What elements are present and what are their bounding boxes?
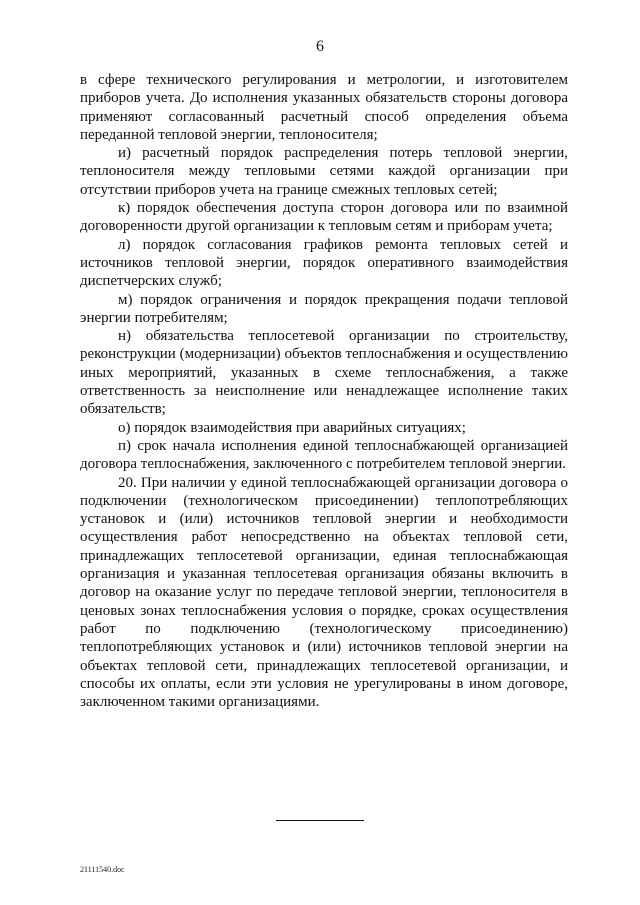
paragraph-item-i: и) расчетный порядок распределения потерь тепловой энергии, теплоносителя между тепловыми сетями каждой организации при отсутствии приборов учета на границе смежных тепловых сетей; <box>80 145 568 198</box>
separator-line <box>276 820 364 821</box>
paragraph-continuation: в сфере технического регулирования и метрологии, и изготовителем приборов учета. До исполнения указанных обязательств стороны договора применяют согласованный расчетный способ определения объема переданной тепловой энергии, теплоносителя; <box>80 72 568 143</box>
paragraph-item-p: п) срок начала исполнения единой теплоснабжающей организацией договора теплоснабжения, заключенного с потребителем тепловой энергии. <box>80 437 568 473</box>
paragraph-item-l: л) порядок согласования графиков ремонта тепловых сетей и источников тепловой энергии, порядок оперативного взаимодействия диспетчерских служб; <box>80 236 568 290</box>
paragraph-item-o: о) порядок взаимодействия при аварийных ситуациях; <box>118 419 466 436</box>
page-number: 6 <box>316 38 324 55</box>
file-name: 21111540.doc <box>80 865 125 874</box>
paragraph-item-m: м) порядок ограничения и порядок прекращения подачи тепловой энергии потребителям; <box>80 291 568 326</box>
paragraph-item-n: н) обязательства теплосетевой организации по строительству, реконструкции (модернизации) объектов теплоснабжения и осуществлению иных мероприятий, указанных в схеме теплоснабжения, а также ответственность за неисполнение или ненадлежащее исполнение таких обязательств; <box>80 328 568 418</box>
paragraph-clause-20: 20. При наличии у единой теплоснабжающей организации договора о подключении (технологическом присоединении) теплопотребляющих установок и (или) источников тепловой энергии и необходимости осуществления работ непосредственно на объектах тепловой сети, принадлежащих теплосетевой организации, единая теплоснабжающая организация и указанная теплосетевая организация обязаны включить в договор на оказание услуг по передаче тепловой энергии, теплоносителя в ценовых зонах теплоснабжения условия о порядке, сроках осуществления работ по подключению (технологическому присоединению) теплопотребляющих установок и (или) источников тепловой энергии на объектах тепловой сети, принадлежащих теплосетевой организации, и способы их оплаты, если эти условия не урегулированы в ином договоре, заключенном такими организациями. <box>80 474 568 711</box>
document-body <box>80 71 568 711</box>
paragraph-item-k: к) порядок обеспечения доступа сторон договора или по взаимной договоренности другой организации к тепловым сетям и приборам учета; <box>80 200 568 235</box>
